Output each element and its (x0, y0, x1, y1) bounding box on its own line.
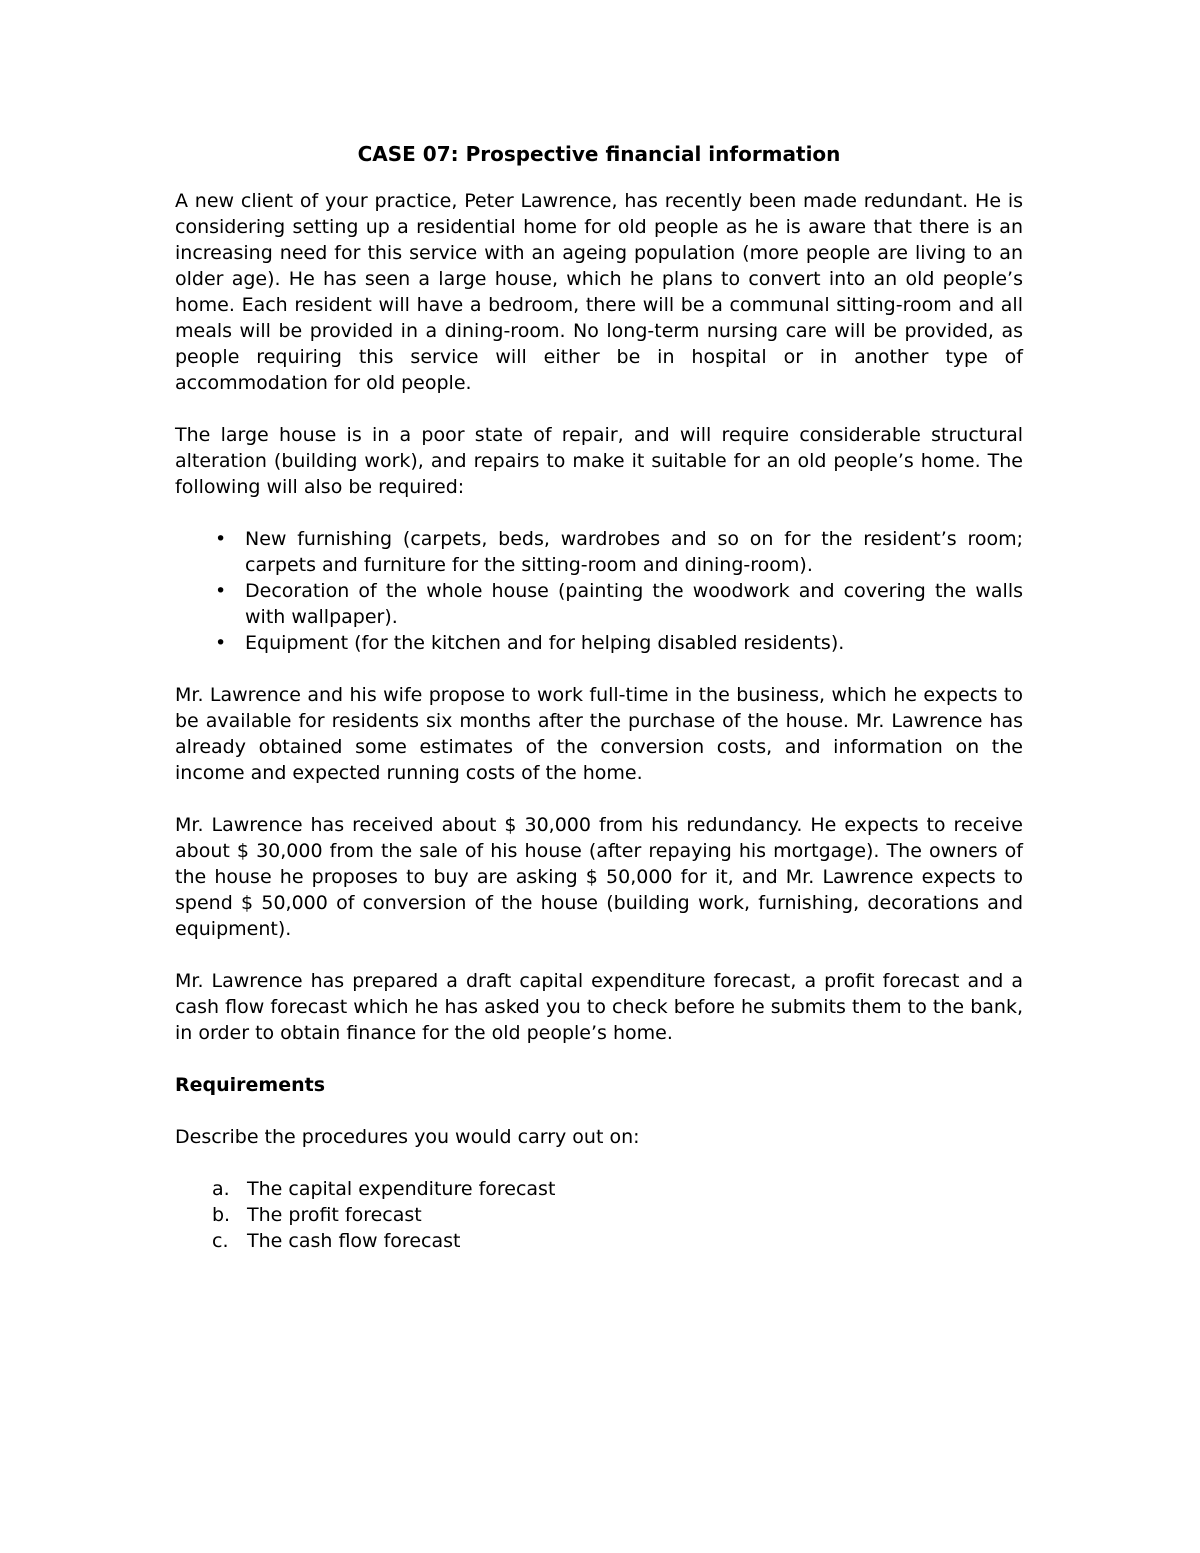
list-marker: b. (212, 1204, 231, 1226)
bullet-icon: • (215, 528, 227, 550)
required-items-list (175, 526, 1023, 656)
bullet-icon: • (215, 580, 227, 602)
bullet-icon: • (215, 632, 227, 654)
list-item-text: New furnishing (carpets, beds, wardrobes and so on for the resident’s room; carpets and furniture for the sitting-room and dining-room). (245, 528, 1023, 576)
list-item-text: The cash flow forecast (247, 1230, 461, 1252)
list-item (175, 630, 1023, 656)
list-item (175, 1228, 1023, 1254)
list-item (175, 526, 1023, 578)
list-item-text: The capital expenditure forecast (247, 1178, 556, 1200)
list-item (175, 1176, 1023, 1202)
list-item-text: Decoration of the whole house (painting the woodwork and covering the walls with wallpaper). (245, 580, 1023, 628)
requirements-list (175, 1176, 1023, 1254)
list-marker: c. (212, 1230, 229, 1252)
list-item-text: Equipment (for the kitchen and for helping disabled residents). (245, 632, 845, 654)
house-paragraph: The large house is in a poor state of repair, and will require considerable structural alteration (building work), and repairs to make it suitable for an old people’s home. The following will also be required: (175, 424, 1023, 498)
work-paragraph: Mr. Lawrence and his wife propose to work full-time in the business, which he expects to be available for residents six months after the purchase of the house. Mr. Lawrence has already obtained some estimates of the conversion costs, and information on the income and expected running costs of the home. (175, 684, 1023, 784)
finance-paragraph: Mr. Lawrence has received about $ 30,000 from his redundancy. He expects to receive about $ 30,000 from the sale of his house (after repaying his mortgage). The owners of the house he proposes to buy are asking $ 50,000 for it, and Mr. Lawrence expects to spend $ 50,000 of conversion of the house (building work, furnishing, decorations and equipment). (175, 814, 1023, 940)
intro-paragraph: A new client of your practice, Peter Lawrence, has recently been made redundant. He is considering setting up a residential home for old people as he is aware that there is an increasing need for this service with an ageing population (more people are living to an older age). He has seen a large house, which he plans to convert into an old people’s home. Each resident will have a bedroom, there will be a communal sitting-room and all meals will be provided in a dining-room. No long-term nursing care will be provided, as people requiring this service will either be in hospital or in another type of accommodation for old people. (175, 190, 1023, 394)
list-marker: a. (212, 1178, 230, 1200)
list-item (175, 1202, 1023, 1228)
requirements-intro: Describe the procedures you would carry out on: (175, 1126, 640, 1148)
document-title: CASE 07: Prospective financial information (357, 142, 841, 166)
list-item (175, 578, 1023, 630)
forecast-paragraph: Mr. Lawrence has prepared a draft capital expenditure forecast, a profit forecast and a cash flow forecast which he has asked you to check before he submits them to the bank, in order to obtain finance for the old people’s home. (175, 970, 1023, 1044)
list-item-text: The profit forecast (247, 1204, 422, 1226)
document-page (175, 140, 1023, 1254)
requirements-heading: Requirements (175, 1074, 326, 1096)
